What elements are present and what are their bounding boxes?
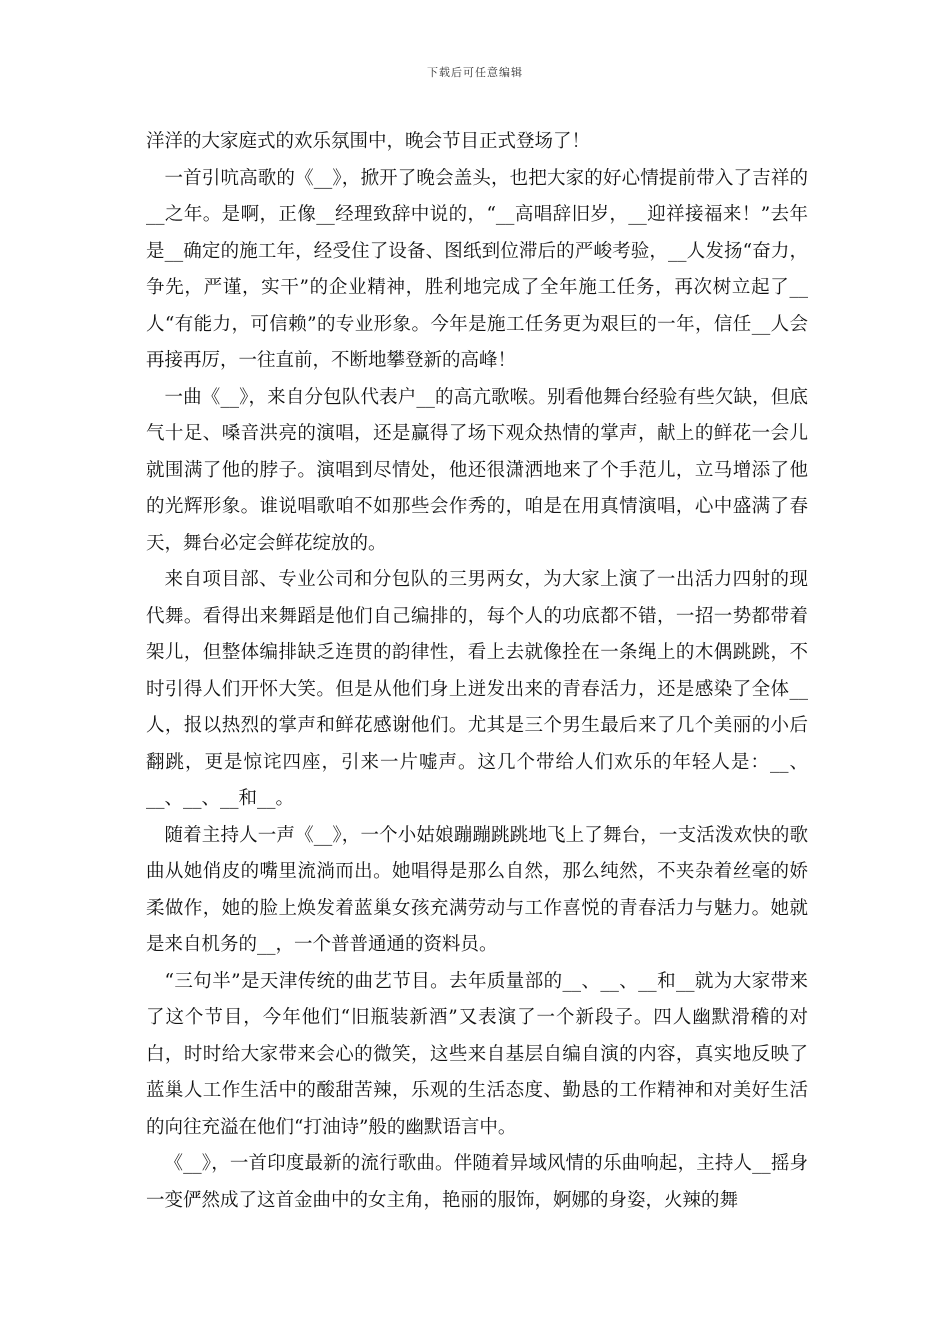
paragraph: 一首引吭高歌的《__》，掀开了晚会盖头，也把大家的好心情提前带入了吉祥的__之年。是啊，正像__经理致辞中说的，“__高唱辞旧岁，__迎祥接福来！”去年是__确定的施工年，经受住了设备、图纸到位滞后的严峻考验，__人发扬“奋力，争先，严谨，实干”的企业精神，胜利地完成了全年施工任务，再次树立起了__人“有能力，可信赖”的专业形象。今年是施工任务更为艰巨的一年，信任__人会再接再厉，一往直前，不断地攀登新的高峰！ [146, 167, 808, 371]
paragraph: 随着主持人一声《__》，一个小姑娘蹦蹦跳跳地飞上了舞台，一支活泼欢快的歌曲从她俏皮的嘴里流淌而出。她唱得是那么自然，那么纯然，不夹杂着丝毫的娇柔做作，她的脸上焕发着蓝巢女孩充满劳动与工作喜悦的青春活力与魅力。她就是来自机务的__，一个普普通通的资料员。 [146, 824, 808, 955]
document-body [146, 124, 808, 1219]
paragraph: 一曲《__》，来自分包队代表户__的高亢歌喉。别看他舞台经验有些欠缺，但底气十足、嗓音洪亮的演唱，还是赢得了场下观众热情的掌声，献上的鲜花一会儿就围满了他的脖子。演唱到尽情处，他还很潇洒地来了个手范儿，立马增添了他的光辉形象。谁说唱歌咱不如那些会作秀的，咱是在用真情演唱，心中盛满了春天，舞台必定会鲜花绽放的。 [146, 386, 808, 554]
page-header: 下载后可任意编辑 [427, 66, 523, 79]
paragraph: 《__》，一首印度最新的流行歌曲。伴随着异域风情的乐曲响起，主持人__摇身一变俨然成了这首金曲中的女主角，艳丽的服饰，婀娜的身姿，火辣的舞 [146, 1153, 808, 1211]
paragraph: 洋洋的大家庭式的欢乐氛围中，晚会节目正式登场了！ [146, 131, 591, 152]
paragraph: 来自项目部、专业公司和分包队的三男两女，为大家上演了一出活力四射的现代舞。看得出来舞蹈是他们自己编排的，每个人的功底都不错，一招一势都带着架儿，但整体编排缺乏连贯的韵律性，看上去就像拴在一条绳上的木偶跳跳，不时引得人们开怀大笑。但是从他们身上迸发出来的青春活力，还是感染了全体__人，报以热烈的掌声和鲜花感谢他们。尤其是三个男生最后来了几个美丽的小后翻跳，更是惊诧四座，引来一片嘘声。这几个带给人们欢乐的年轻人是：__、__、__、__和__。 [146, 569, 808, 809]
paragraph: “三句半”是天津传统的曲艺节目。去年质量部的__、__、__和__就为大家带来了这个节目，今年他们“旧瓶装新酒”又表演了一个新段子。四人幽默滑稽的对白，时时给大家带来会心的微笑，这些来自基层自编自演的内容，真实地反映了蓝巢人工作生活中的酸甜苦辣，乐观的生活态度、勤恳的工作精神和对美好生活的向往充溢在他们“打油诗”般的幽默语言中。 [146, 970, 808, 1138]
